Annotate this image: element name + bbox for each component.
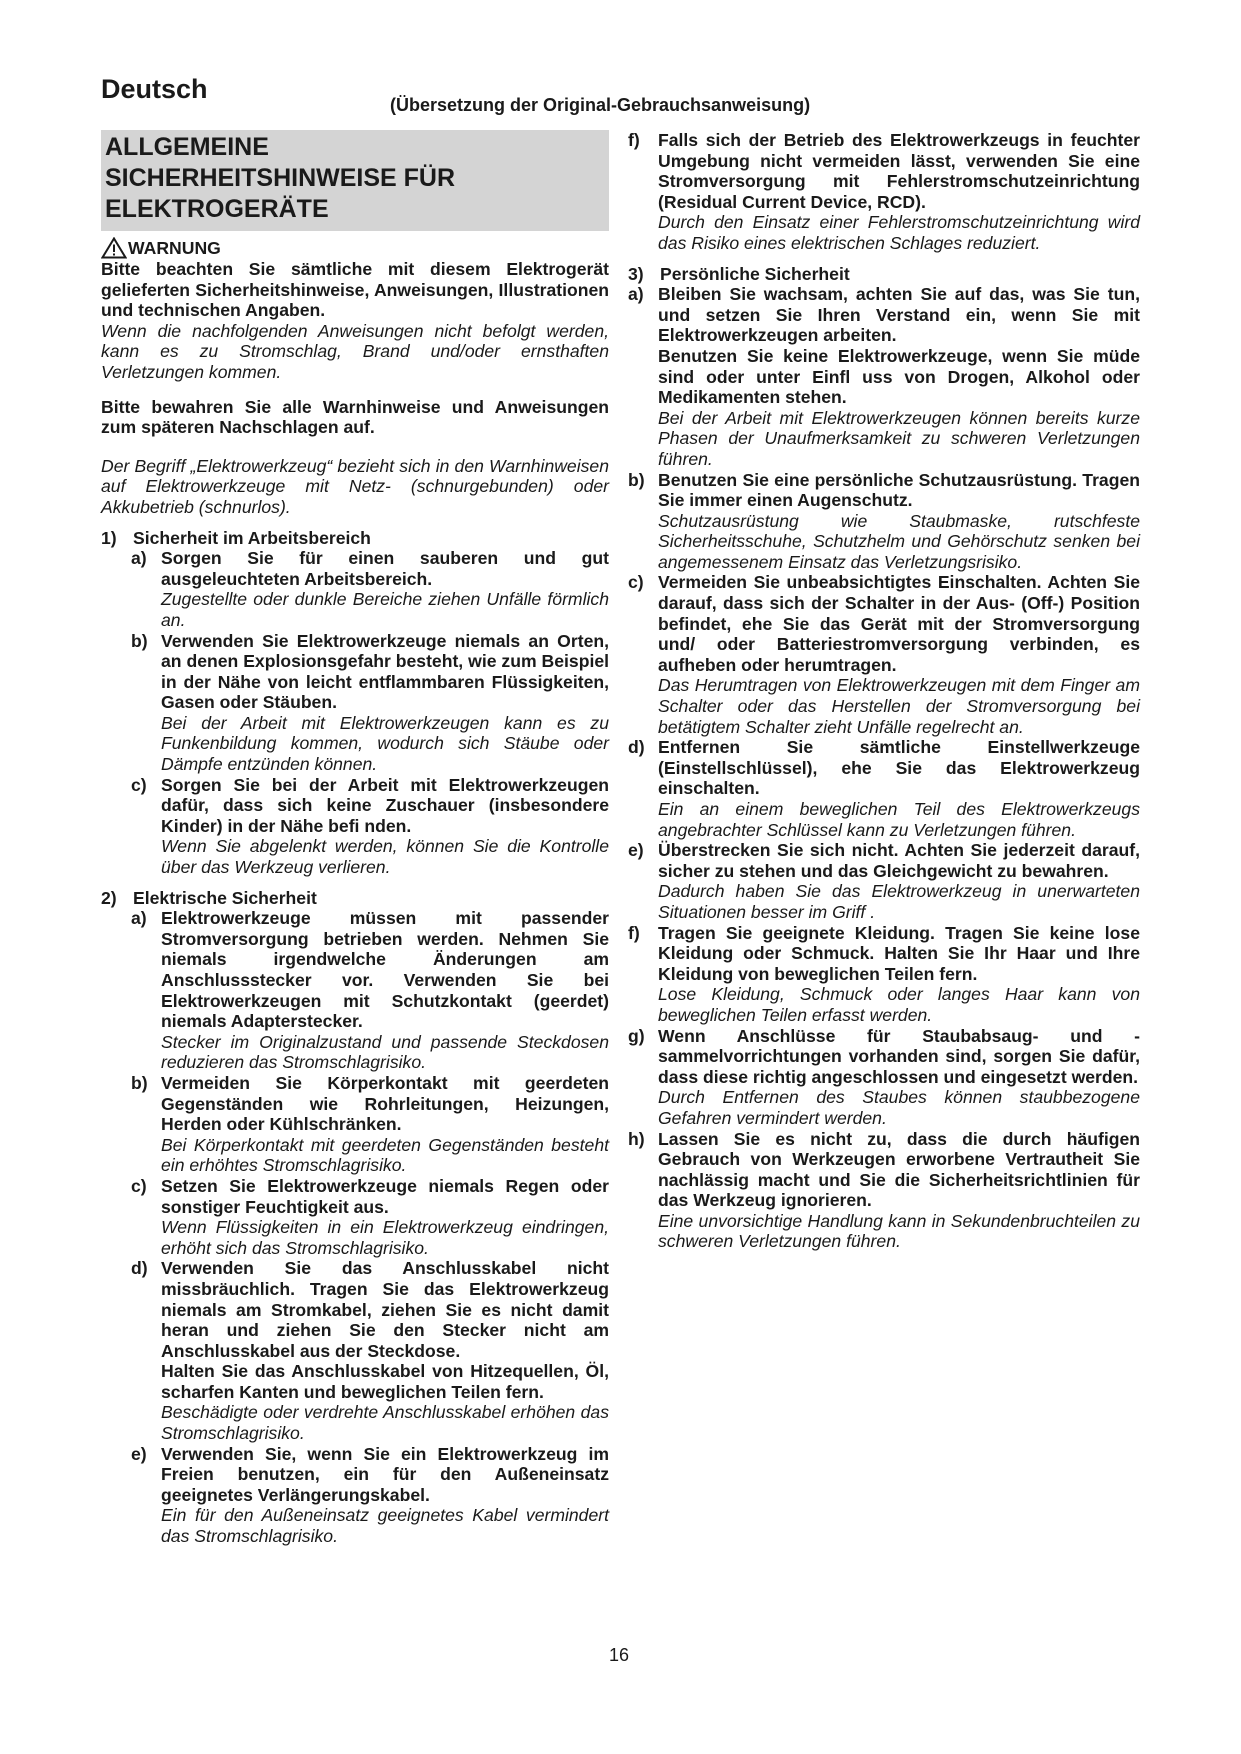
item-letter: c) [131, 1175, 147, 1196]
item-note: Beschädigte oder verdrehte Anschlusskabel erhöhen das Stromschlagrisiko. [161, 1402, 609, 1444]
list-item [101, 631, 609, 775]
intro-instructions: Bitte beachten Sie sämtliche mit diesem Elektrogerät gelieferten Sicherheitshinweise, Anweisungen, Illustrationen und technischen Angaben. [101, 259, 609, 321]
item-letter: a) [131, 908, 147, 929]
item-instruction: Elektrowerkzeuge müssen mit passender Stromversorgung betrieben werden. Nehmen Sie niemals irgendwelche Änderungen am Anschlussstecker vor. Verwenden Sie bei Elektrowerkzeugen mit Schutzkontakt (geerdet) niemals Adapterstecker. [161, 908, 609, 1032]
item-note: Das Herumtragen von Elektrowerkzeugen mit dem Finger am Schalter oder das Herstellen der Stromversorgung bei betätigtem Schalter zieht Unfälle regelrecht an. [658, 675, 1140, 737]
item-note: Dadurch haben Sie das Elektrowerkzeug in unerwarteten Situationen besser im Griff . [658, 881, 1140, 922]
item-instruction: Wenn Anschlüsse für Staubabsaug- und - sammelvorrichtungen vorhanden sind, sorgen Sie dafür, dass diese richtig angeschlossen und eingesetzt werden. [658, 1025, 1140, 1087]
section-title-line: SICHERHEITSHINWEISE FÜR [105, 164, 456, 192]
item-instruction-continued: Benutzen Sie keine Elektrowerkzeuge, wenn Sie müde sind oder unter Einfl uss von Drogen, Alkohol oder Medikamenten stehen. [658, 345, 1140, 408]
item-letter: c) [628, 572, 644, 593]
item-letter: a) [628, 284, 644, 305]
item-note: Eine unvorsichtige Handlung kann in Sekundenbruchteilen zu schweren Verletzungen führen. [658, 1210, 1140, 1252]
item-letter: c) [131, 774, 147, 795]
item-instruction: Verwenden Sie das Anschlusskabel nicht missbräuchlich. Tragen Sie das Elektrowerkzeug niemals am Stromkabel, ziehen Sie es nicht damit heran und ziehen Sie den Stecker nicht am Anschlusskabel aus der Steckdose. [161, 1258, 609, 1361]
item-note: Durch Entfernen des Staubes können staubbezogene Gefahren vermindert werden. [658, 1087, 1140, 1128]
item-instruction: Entfernen Sie sämtliche Einstellwerkzeuge (Einstellschlüssel), ehe Sie das Elektrowerkzeug einschalten. [658, 737, 1140, 799]
section-2-heading [101, 888, 609, 909]
intro-consequence: Wenn die nachfolgenden Anweisungen nicht befolgt werden, kann es zu Stromschlag, Brand und/oder ernsthaften Verletzungen kommen. [101, 320, 609, 382]
list-item [628, 1026, 1140, 1129]
item-letter: g) [628, 1025, 645, 1046]
intro-term-definition: Der Begriff „Elektrowerkzeug“ bezieht sich in den Warnhinweisen auf Elektrowerkzeuge mit Netz- (schnurgebunden) oder Akkubetrieb (schnurlos). [101, 455, 609, 517]
item-letter: b) [131, 630, 148, 651]
item-letter: a) [131, 548, 147, 569]
list-item [628, 572, 1140, 737]
list-item [101, 908, 609, 1073]
item-letter: d) [131, 1258, 148, 1279]
warning-heading [101, 237, 609, 259]
list-item [101, 1258, 609, 1443]
item-instruction: Vermeiden Sie unbeabsichtigtes Einschalten. Achten Sie darauf, dass sich der Schalter in der Aus- (Off-) Position befindet, ehe Sie das Gerät mit der Stromversorgung und/ oder Batteriestromversorgung verbinden, es aufheben oder herumtragen. [658, 572, 1140, 675]
list-item [628, 923, 1140, 1026]
list-item [101, 1444, 609, 1547]
item-letter: e) [628, 840, 644, 861]
section-title-box [101, 130, 609, 231]
item-note: Stecker im Originalzustand und passende Steckdosen reduzieren das Stromschlagrisiko. [161, 1031, 609, 1073]
item-note: Zugestellte oder dunkle Bereiche ziehen Unfälle förmlich an. [161, 589, 609, 630]
section-title: Persönliche Sicherheit [660, 263, 850, 284]
language-heading: Deutsch [101, 74, 208, 104]
section-title-line: ELEKTROGERÄTE [105, 195, 329, 223]
section-title: Elektrische Sicherheit [133, 887, 317, 908]
section-3-heading [628, 264, 1140, 285]
item-letter: d) [628, 737, 645, 758]
right-column [628, 130, 1140, 1252]
section-title: Sicherheit im Arbeitsbereich [133, 527, 371, 548]
page-number: 16 [609, 1645, 630, 1665]
list-item [628, 284, 1140, 469]
item-instruction: Verwenden Sie, wenn Sie ein Elektrowerkzeug im Freien benutzen, ein für den Außeneinsatz geeignetes Verlängerungskabel. [161, 1443, 609, 1505]
item-instruction-continued: Halten Sie das Anschlusskabel von Hitzequellen, Öl, scharfen Kanten und beweglichen Teilen fern. [161, 1361, 609, 1402]
section-number: 3) [628, 263, 644, 284]
item-note: Ein an einem beweglichen Teil des Elektrowerkzeugs angebrachter Schlüssel kann zu Verletzungen führen. [658, 799, 1140, 840]
item-note: Ein für den Außeneinsatz geeignetes Kabel vermindert das Stromschlagrisiko. [161, 1505, 609, 1547]
item-instruction: Vermeiden Sie Körperkontakt mit geerdeten Gegenständen wie Rohrleitungen, Heizungen, Herden oder Kühlschränken. [161, 1072, 609, 1135]
list-item [628, 840, 1140, 922]
list-item [101, 1073, 609, 1176]
list-item [628, 1129, 1140, 1253]
item-instruction: Überstrecken Sie sich nicht. Achten Sie jederzeit darauf, sicher zu stehen und das Gleichgewicht zu bewahren. [658, 840, 1140, 881]
item-instruction: Verwenden Sie Elektrowerkzeuge niemals an Orten, an denen Explosionsgefahr besteht, wie zum Beispiel in der Nähe von leicht entflammbaren Flüssigkeiten, Gasen oder Stäuben. [161, 630, 609, 713]
item-note: Schutzausrüstung wie Staubmaske, rutschfeste Sicherheitsschuhe, Schutzhelm und Gehörschutz senken bei angemessenem Einsatz das Verletzungsrisiko. [658, 510, 1140, 572]
item-instruction: Tragen Sie geeignete Kleidung. Tragen Sie keine lose Kleidung oder Schmuck. Halten Sie Ihr Haar und Ihre Kleidung von beweglichen Teilen fern. [658, 922, 1140, 984]
item-instruction: Benutzen Sie eine persönliche Schutzausrüstung. Tragen Sie immer einen Augenschutz. [658, 469, 1140, 511]
item-note: Bei Körperkontakt mit geerdeten Gegenständen besteht ein erhöhtes Stromschlagrisiko. [161, 1134, 609, 1176]
item-instruction: Sorgen Sie bei der Arbeit mit Elektrowerkzeugen dafür, dass sich keine Zuschauer (insbesondere Kinder) in der Nähe befi nden. [161, 774, 609, 836]
item-instruction: Lassen Sie es nicht zu, dass die durch häufigen Gebrauch von Werkzeugen erworbene Vertrautheit Sie nachlässig macht und Sie die Sicherheitsrichtlinien für das Werkzeug ignorieren. [658, 1128, 1140, 1211]
warning-triangle-icon [101, 237, 127, 259]
item-instruction: Sorgen Sie für einen sauberen und gut ausgeleuchteten Arbeitsbereich. [161, 548, 609, 589]
item-letter: e) [131, 1443, 147, 1464]
document-subtitle: (Übersetzung der Original-Gebrauchsanweisung) [390, 95, 811, 115]
item-letter: b) [131, 1072, 148, 1093]
left-column [101, 130, 609, 1547]
item-letter: b) [628, 469, 645, 490]
item-letter: f) [628, 130, 640, 150]
list-item [628, 737, 1140, 840]
list-item [628, 470, 1140, 573]
intro-keep-instructions: Bitte bewahren Sie alle Warnhinweise und Anweisungen zum späteren Nachschlagen auf. [101, 396, 609, 438]
section-number: 1) [101, 527, 117, 548]
section-title-line: ALLGEMEINE [105, 133, 269, 161]
item-letter: f) [628, 922, 640, 943]
item-note: Wenn Flüssigkeiten in ein Elektrowerkzeug eindringen, erhöht sich das Stromschlagrisiko. [161, 1217, 609, 1258]
list-item [628, 130, 1140, 254]
list-item [101, 548, 609, 630]
item-instruction: Bleiben Sie wachsam, achten Sie auf das, was Sie tun, und setzen Sie Ihren Verstand ein, wenn Sie mit Elektrowerkzeugen arbeiten. [658, 284, 1140, 346]
item-note: Wenn Sie abgelenkt werden, können Sie die Kontrolle über das Werkzeug verlieren. [161, 836, 609, 878]
item-note: Lose Kleidung, Schmuck oder langes Haar kann von beweglichen Teilen erfasst werden. [658, 984, 1140, 1025]
list-item [101, 1176, 609, 1258]
item-letter: h) [628, 1128, 645, 1149]
item-note: Durch den Einsatz einer Fehlerstromschutzeinrichtung wird das Risiko eines elektrischen Schlages reduziert. [658, 212, 1140, 253]
section-number: 2) [101, 887, 117, 908]
list-item [101, 775, 609, 878]
warning-label: WARNUNG [128, 238, 221, 259]
section-1-heading [101, 528, 609, 549]
item-instruction: Setzen Sie Elektrowerkzeuge niemals Regen oder sonstiger Feuchtigkeit aus. [161, 1175, 609, 1217]
item-instruction: Falls sich der Betrieb des Elektrowerkzeugs in feuchter Umgebung nicht vermeiden lässt, verwenden Sie eine Stromversorgung mit Fehlerstromschutzeinrichtung (Residual Current Device, RCD). [658, 130, 1140, 212]
item-note: Bei der Arbeit mit Elektrowerkzeugen kann es zu Funkenbildung kommen, wodurch sich Stäube oder Dämpfe entzünden können. [161, 712, 609, 775]
item-note: Bei der Arbeit mit Elektrowerkzeugen können bereits kurze Phasen der Unaufmerksamkeit zu schweren Verletzungen führen. [658, 407, 1140, 469]
